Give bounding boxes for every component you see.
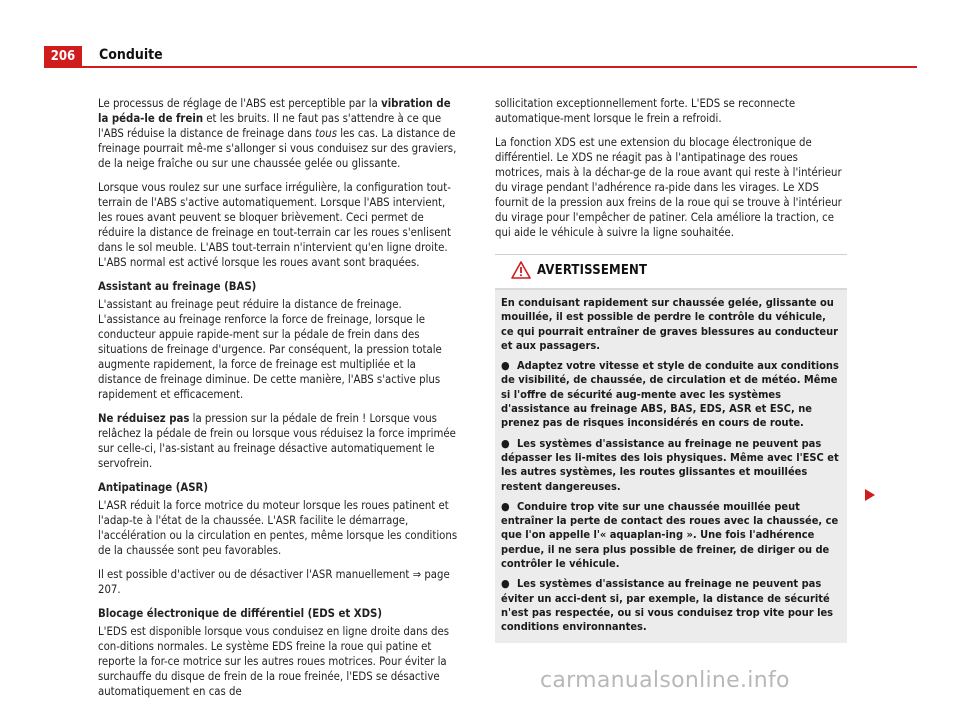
warning-body — [495, 290, 847, 643]
paragraph-asr: L'ASR réduit la force motrice du moteur lorsque les roues patinent et l'adap-te à l'état de la chaussée. L'ASR facilite le démarrage, l'accélération ou la circulation en pentes, même lorsque les conditions de la chaussée sont peu favorables. — [98, 499, 458, 557]
warning-bullet: ● Adaptez votre vitesse et style de conduite aux conditions de visibilité, de chaussée, de circulation et de météo. Même si l'offre de sécurité aug-mente avec les systèmes d'assistance au freinage ABS, BAS, EDS, ASR et ESC, ne prenez pas de risques inconsidérés en cours de route. — [501, 359, 839, 430]
header-rule — [44, 66, 917, 68]
paragraph-abs-offroad: Lorsque vous roulez sur une surface irrégulière, la configuration tout-terrain de l'ABS s'active automatiquement. Lorsque l'ABS intervient, les roues avant peuvent se bloquer brièvement. Ceci permet de réduire la distance de freinage en tout-terrain car les roues s'enlisent dans le sol meuble. L'ABS tout-terrain n'intervient qu'en ligne droite. L'ABS normal est activé lorsque les roues avant sont braquées. — [98, 181, 451, 269]
heading-eds: Blocage électronique de différentiel (EDS et XDS) — [98, 607, 383, 620]
paragraph-abs: Le processus de réglage de l'ABS est perceptible par la vibration de la péda-le de frein et les bruits. Il ne faut pas s'attendre à ce que l'ABS réduise la distance de freinage dans tous les cas. La distance de freinage pourrait mê-me s'allonger si vous conduisez sur des graviers, de la neige fraîche ou sur une chaussée gelée ou glissante. — [98, 97, 457, 170]
right-column — [495, 96, 847, 643]
heading-bas: Assistant au freinage (BAS) — [98, 280, 257, 293]
paragraph-eds: L'EDS est disponible lorsque vous conduisez en ligne droite dans des con-ditions normales. Le système EDS freine la roue qui patine et reporte la for-ce motrice sur les autres roues motrices. Pour éviter la surchauffe du disque de frein de la roue freinée, l'EDS se désactive automatiquement en cas de — [98, 625, 450, 698]
warning-intro: En conduisant rapidement sur chaussée gelée, glissante ou mouillée, il est possible de perdre le contrôle du véhicule, ce qui pourrait entraîner de graves blessures au conducteur et aux passagers. — [501, 296, 839, 352]
warning-bullet: ● Conduire trop vite sur une chaussée mouillée peut entraîner la perte de contact des roues avec la chaussée, ce que l'on appelle l'« aquaplan-ing ». Une fois l'adhérence perdue, il ne sera plus possible de freiner, de diriger ou de contrôler le véhicule. — [501, 499, 839, 571]
warning-triangle-icon — [511, 261, 531, 279]
bullet-icon: ● — [501, 577, 510, 591]
left-column — [98, 96, 462, 708]
bullet-icon: ● — [501, 499, 510, 513]
paragraph-xds: La fonction XDS est une extension du blocage électronique de différentiel. Le XDS ne réagit pas à l'antipatinage des roues motrices, mais à la déchar-ge de la roue avant qui reste à l'intérieur du virage pendant l'adhérence ra-pide dans les virages. Le XDS fournit de la pression aux freins de la roue qui se trouve à l'intérieur du virage pour l'empêcher de patiner. Cela améliore la traction, ce qui aide le véhicule à suivre la ligne souhaitée. — [495, 136, 842, 239]
page-title: Conduite — [99, 47, 163, 63]
paragraph-bas-note: Ne réduisez pas la pression sur la pédale de frein ! Lorsque vous relâchez la pédale de frein ou lorsque vous réduisez la force imprimée sur celle-ci, l'as-sistant au freinage désactive automatiquement le servofrein. — [98, 412, 456, 470]
paragraph-asr-manual: Il est possible d'activer ou de désactiver l'ASR manuellement ⇒ page 207. — [98, 568, 450, 596]
bullet-icon: ● — [501, 436, 510, 450]
page-number: 206 — [44, 46, 82, 66]
warning-bullet: ● Les systèmes d'assistance au freinage ne peuvent pas dépasser les li-mites des lois physiques. Même avec l'ESC et les autres systèmes, les routes glissantes et mouillées restent dangereuses. — [501, 436, 839, 493]
watermark: carmanualsonline.info — [540, 668, 790, 693]
continue-arrow-icon — [865, 489, 875, 501]
warning-box — [495, 254, 847, 643]
warning-header — [495, 255, 847, 290]
paragraph-eds-continued: sollicitation exceptionnellement forte. L'EDS se reconnecte automatique-ment lorsque le frein a refroidi. — [495, 97, 796, 125]
bullet-icon: ● — [501, 359, 510, 373]
warning-title: AVERTISSEMENT — [537, 263, 648, 278]
warning-bullet: ● Les systèmes d'assistance au freinage ne peuvent pas éviter un acci-dent si, par exemple, la distance de sécurité n'est pas respectée, ou si vous conduisez trop vite pour les conditions environnantes. — [501, 577, 834, 634]
heading-asr: Antipatinage (ASR) — [98, 481, 209, 494]
paragraph-bas: L'assistant au freinage peut réduire la distance de freinage. L'assistance au freinage renforce la force de freinage, lorsque le conducteur appuie rapide-ment sur la pédale de frein dans des situations de freinage d'urgence. Par conséquent, la pression totale augmente rapidement, la force de freinage est multipliée et la distance de freinage diminue. De cette manière, l'ABS s'active plus rapidement et efficacement. — [98, 298, 442, 401]
